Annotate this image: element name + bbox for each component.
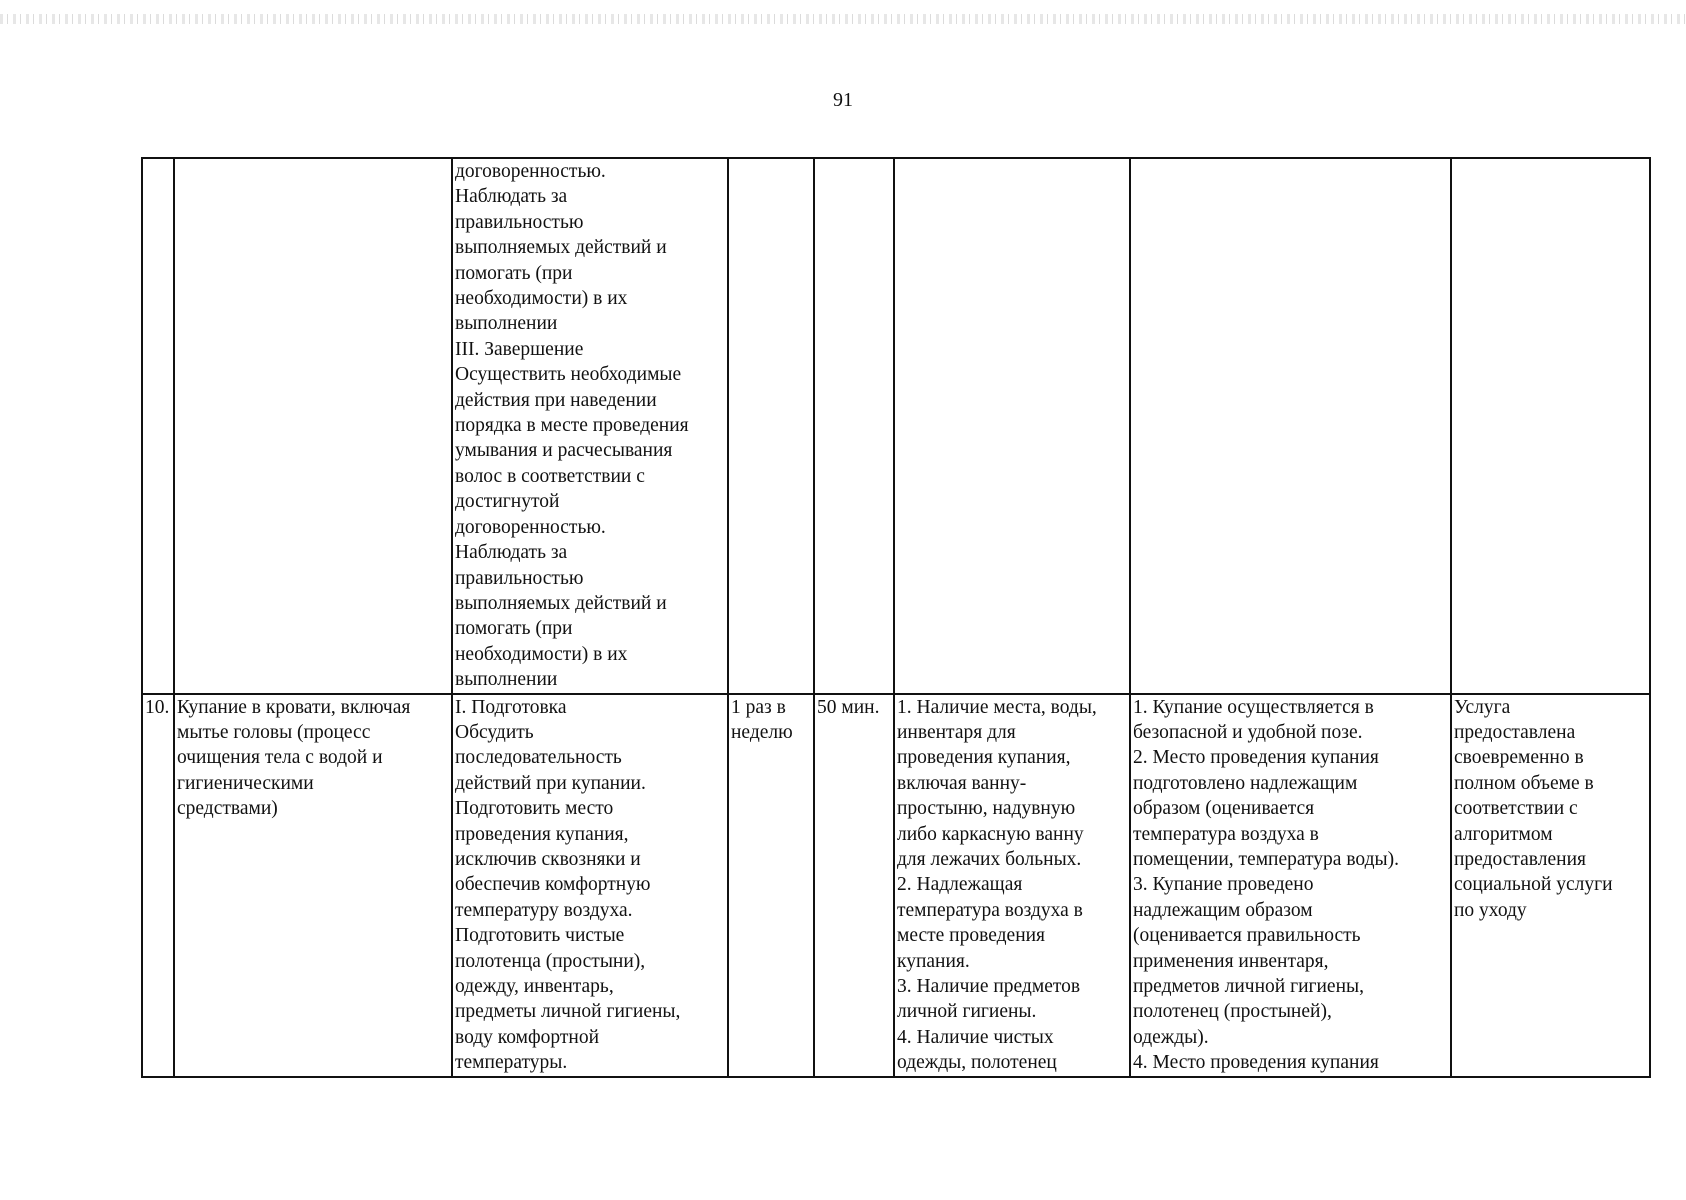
cell-number <box>142 694 174 1077</box>
cell-quality-assessment <box>1130 158 1451 694</box>
row-number: 10. <box>145 696 170 718</box>
cell-number <box>142 158 174 694</box>
page-number: 91 <box>833 89 853 111</box>
cell-result <box>1451 158 1650 694</box>
cell-duration: 50 мин. <box>814 694 894 1077</box>
service-standards-table <box>141 157 1651 1078</box>
cell-quality-assessment: 1. Купание осуществляется в безопасной и удобной позе. 2. Место проведения купания подготовлено надлежащим образом (оценивается температура воздуха в помещении, температура воды). 3. Купание проведено надлежащим образом (оценивается правильность применения инвентаря, предметов личной гигиены, полотенец (простыней), одежды). 4. Место проведения купания <box>1130 694 1451 1077</box>
cell-quality-indicators: 1. Наличие места, воды, инвентаря для проведения купания, включая ванну- простыню, надувную либо каркасную ванну для лежачих больных. 2. Надлежащая температура воздуха в месте проведения купания. 3. Наличие предметов личной гигиены. 4. Наличие чистых одежды, полотенец <box>894 694 1130 1077</box>
cell-result: Услуга предоставлена своевременно в полном объеме в соответствии с алгоритмом предоставления социальной услуги по уходу <box>1451 694 1650 1077</box>
cell-duration <box>814 158 894 694</box>
cell-periodicity: 1 раз в неделю <box>728 694 814 1077</box>
cell-service-name <box>174 158 452 694</box>
scan-edge-noise <box>0 14 1686 24</box>
cell-quality-indicators <box>894 158 1130 694</box>
cell-service-name: Купание в кровати, включая мытье головы (процесс очищения тела с водой и гигиеническими средствами) <box>174 694 452 1077</box>
cell-service-content: договоренностью. Наблюдать за правильностью выполняемых действий и помогать (при необходимости) в их выполнении III. Завершение Осуществить необходимые действия при наведении порядка в месте проведения умывания и расчесывания волос в соответствии с достигнутой договоренностью. Наблюдать за правильностью выполняемых действий и помогать (при необходимости) в их выполнении <box>452 158 728 694</box>
cell-periodicity <box>728 158 814 694</box>
cell-service-content: I. Подготовка Обсудить последовательность действий при купании. Подготовить место проведения купания, исключив сквозняки и обеспечив комфортную температуру воздуха. Подготовить чистые полотенца (простыни), одежду, инвентарь, предметы личной гигиены, воду комфортной температуры. <box>452 694 728 1077</box>
table-row-continuation <box>142 158 1650 694</box>
table-row-10 <box>142 694 1650 1077</box>
